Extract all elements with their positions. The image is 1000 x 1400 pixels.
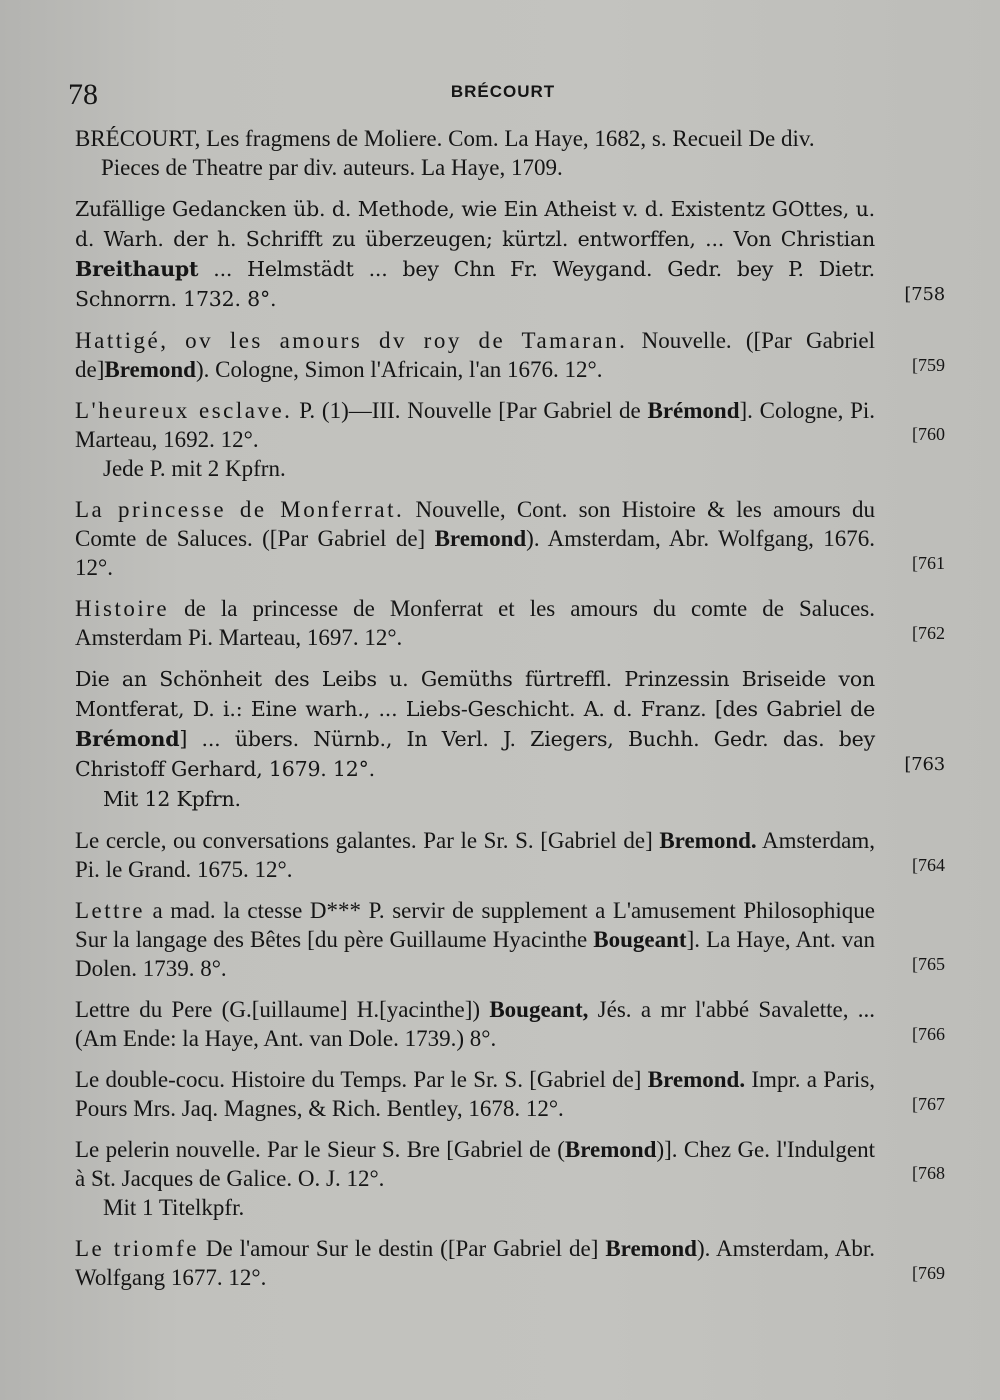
entry-title: Le triomfe bbox=[75, 1236, 199, 1261]
entry-imprint: Amsterdam, Pi. le Grand. 1675. 12°. bbox=[75, 828, 876, 882]
entry-766 bbox=[75, 995, 945, 1053]
entry-text: Histoire du Temps. Par le Sr. S. [Gabriel de] bbox=[231, 1067, 642, 1092]
entry-number: [766 bbox=[912, 1024, 945, 1044]
entry-imprint: Impr. a Paris, Pours Mrs. Jaq. Magnes, & Rich. Bentley, 1678. 12°. bbox=[75, 1067, 876, 1121]
entry-author: Breithaupt bbox=[75, 257, 199, 281]
entry-title: Lettre du Pere bbox=[75, 997, 213, 1022]
entry-imprint: ] ... übers. Nürnb., In Verl. J. Ziegers, Buchh. Gedr. das. bey Christoff Gerhard, 1679. 12°. bbox=[75, 727, 875, 781]
entry-author: Brémond bbox=[75, 727, 180, 751]
entry-text: a mad. la ctesse D*** P. servir de supplement a L'amusement Philosophique Sur la langage des Bêtes [du père Guillaume Hyacinthe bbox=[75, 898, 876, 952]
entry-number: [761 bbox=[912, 553, 945, 573]
page-number: 78 bbox=[68, 78, 98, 111]
entry-imprint: ]. La Haye, Ant. van Dolen. 1739. 8°. bbox=[75, 927, 876, 981]
entry-title: Le pelerin nouvelle. bbox=[75, 1137, 261, 1162]
entry-number: [768 bbox=[912, 1163, 945, 1183]
entry-imprint: ... Helmstädt ... bey Chn Fr. Weygand. Gedr. bey P. Dietr. Schnorrn. 1732. 8°. bbox=[75, 257, 875, 311]
entry-note: Mit 12 Kpfrn. bbox=[103, 787, 241, 811]
entry-760 bbox=[75, 396, 945, 483]
entry-text: P. (1)—III. Nouvelle [Par Gabriel de bbox=[299, 398, 641, 423]
entry-number: [758 bbox=[904, 284, 945, 305]
entry-author: Bremond bbox=[564, 1137, 657, 1162]
entry-number: [762 bbox=[912, 623, 945, 643]
entry-text: Nouvelle. ([Par Gabriel de] bbox=[75, 328, 876, 382]
running-head: BRÉCOURT bbox=[450, 82, 556, 101]
entry-764 bbox=[75, 826, 945, 884]
entry-number: [769 bbox=[912, 1263, 945, 1283]
entry-number: [765 bbox=[912, 954, 945, 974]
entry-text: De l'amour Sur le destin ([Par Gabriel de] bbox=[205, 1236, 599, 1261]
entry-763 bbox=[75, 664, 945, 814]
entry-text: Par le Sieur S. Bre [Gabriel de ( bbox=[267, 1137, 565, 1162]
entry-758 bbox=[75, 194, 945, 314]
entry-note: Mit 1 Titelkpfr. bbox=[103, 1195, 245, 1220]
entry-text: Com. La Haye, 1682, s. Recueil De div. bbox=[448, 126, 815, 151]
entry-title: Histoire bbox=[75, 596, 170, 621]
entry-number: [763 bbox=[904, 754, 945, 775]
entry-text: Nouvelle, Cont. son Histoire & les amours du Comte de Saluces. ([Par Gabriel de] bbox=[75, 497, 875, 551]
entry-title: L'heureux esclave. bbox=[75, 398, 293, 423]
entry-number: [760 bbox=[912, 424, 945, 444]
entry-author: Bremond. bbox=[659, 828, 757, 853]
entry-title: BRÉCOURT, Les fragmens de Moliere. bbox=[75, 126, 443, 151]
entry-note: Jede P. mit 2 Kpfrn. bbox=[103, 456, 286, 481]
entry-762 bbox=[75, 594, 945, 652]
entry-text: de la princesse de Monferrat et les amours du comte de Saluces. Amsterdam Pi. Marteau, 1697. 12°. bbox=[75, 596, 875, 650]
entry-author: Bremond bbox=[104, 357, 196, 382]
entry-title: Lettre bbox=[75, 898, 145, 923]
entry-imprint: Jés. a mr l'abbé Savalette, ... (Am Ende: la Haye, Ant. van Dole. 1739.) 8°. bbox=[75, 997, 876, 1051]
entry-759 bbox=[75, 326, 945, 384]
entry-author: Bremond bbox=[605, 1236, 697, 1261]
entry-imprint: ). Cologne, Simon l'Africain, l'an 1676. 12°. bbox=[195, 357, 603, 382]
entry-text: Die an Schönheit des Leibs u. Gemüths fürtreffl. Prinzessin Briseide von Montferat, D. i.: Eine warh., ... Liebs-Geschicht. A. d. Franz. [des Gabriel de bbox=[75, 667, 875, 721]
entry-title: Hattigé, ov les amours dv roy de Tamaran. bbox=[75, 328, 628, 353]
entry-imprint: ). Amsterdam, Abr. Wolfgang, 1676. 12°. bbox=[75, 526, 876, 580]
entry-767 bbox=[75, 1065, 945, 1123]
entry-text: Par le Sr. S. [Gabriel de] bbox=[423, 828, 653, 853]
entry-number: [759 bbox=[912, 355, 945, 375]
entry-imprint: ). Amsterdam, Abr. Wolfgang 1677. 12°. bbox=[75, 1236, 876, 1290]
entry-brecourt bbox=[75, 124, 945, 182]
entry-number: [764 bbox=[912, 855, 945, 875]
entry-title: La princesse de Monferrat. bbox=[75, 497, 405, 522]
entry-text: (G.[uillaume] H.[yacinthe]) bbox=[221, 997, 481, 1022]
entry-768 bbox=[75, 1135, 945, 1222]
entry-title: Le cercle, ou conversations galantes. bbox=[75, 828, 417, 853]
entry-imprint: )]. Chez Ge. l'Indulgent à St. Jacques de Galice. O. J. 12°. bbox=[75, 1137, 876, 1191]
entry-769 bbox=[75, 1234, 945, 1292]
entry-title: Le double-cocu. bbox=[75, 1067, 225, 1092]
entry-author: Bougeant bbox=[593, 927, 687, 952]
entry-author: Bremond. bbox=[647, 1067, 746, 1092]
entry-author: Brémond bbox=[647, 398, 740, 423]
entry-765 bbox=[75, 896, 945, 983]
entry-imprint: ]. Cologne, Pi. Marteau, 1692. 12°. bbox=[75, 398, 876, 452]
entry-author: Bremond bbox=[434, 526, 527, 551]
entry-761 bbox=[75, 495, 945, 582]
bibliography-list bbox=[75, 124, 945, 1304]
entry-continuation: Pieces de Theatre par div. auteurs. La Haye, 1709. bbox=[101, 155, 563, 180]
entry-number: [767 bbox=[912, 1094, 945, 1114]
entry-author: Bougeant, bbox=[489, 997, 589, 1022]
entry-text: Zufällige Gedancken üb. d. Methode, wie Ein Atheist v. d. Existentz GOttes, u. d. Warh. der h. Schrifft zu überzeugen; kürtzl. entworffen, ... Von Christian bbox=[75, 197, 875, 251]
page-header bbox=[68, 72, 938, 112]
